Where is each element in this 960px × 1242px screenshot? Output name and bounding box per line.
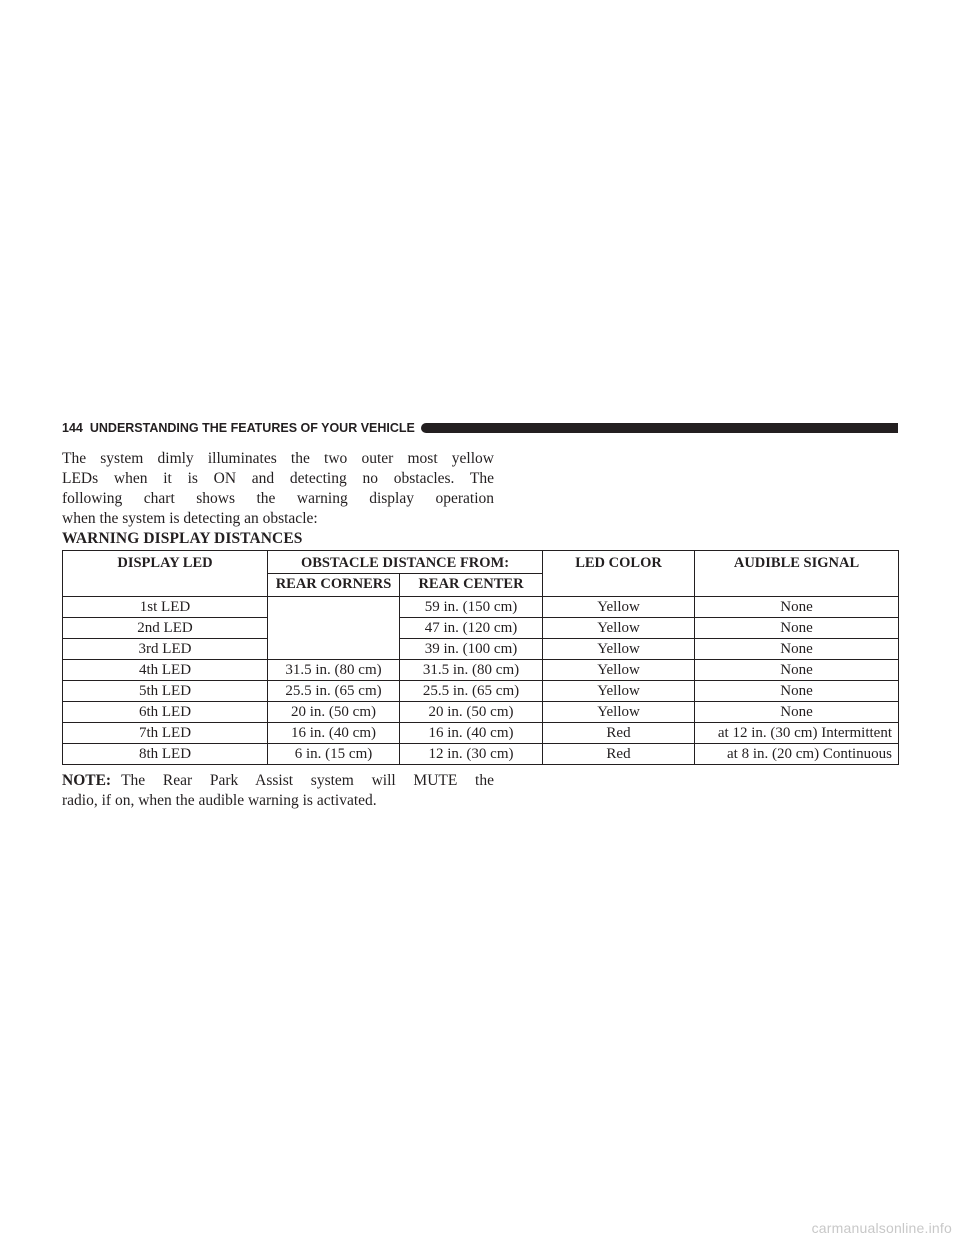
table-row bbox=[63, 681, 899, 702]
cell-led: 1st LED bbox=[63, 597, 268, 618]
cell-signal: None bbox=[695, 639, 899, 660]
cell-corners-empty bbox=[268, 597, 400, 660]
cell-signal: None bbox=[695, 597, 899, 618]
table-row bbox=[63, 639, 899, 660]
note-line bbox=[62, 771, 494, 791]
cell-led: 6th LED bbox=[63, 702, 268, 723]
table-row bbox=[63, 702, 899, 723]
table-header-row bbox=[63, 551, 899, 574]
cell-color: Red bbox=[543, 723, 695, 744]
intro-line: LEDs when it is ON and detecting no obstacles. The bbox=[62, 470, 494, 487]
note-paragraph bbox=[62, 771, 494, 811]
cell-center: 47 in. (120 cm) bbox=[400, 618, 543, 639]
cell-color: Red bbox=[543, 744, 695, 765]
cell-color: Yellow bbox=[543, 597, 695, 618]
header-audible-signal: AUDIBLE SIGNAL bbox=[695, 551, 899, 574]
cell-center: 25.5 in. (65 cm) bbox=[400, 681, 543, 702]
cell-signal: at 8 in. (20 cm) Continuous bbox=[695, 744, 899, 765]
header-rule bbox=[421, 423, 898, 433]
table-row bbox=[63, 660, 899, 681]
cell-center: 59 in. (150 cm) bbox=[400, 597, 543, 618]
watermark-link[interactable]: carmanualsonline.info bbox=[811, 1220, 952, 1236]
note-text: The Rear Park Assist system will MUTE the bbox=[121, 772, 494, 789]
cell-color: Yellow bbox=[543, 681, 695, 702]
intro-line: The system dimly illuminates the two outer most yellow bbox=[62, 450, 494, 467]
header-rear-center: REAR CENTER bbox=[400, 574, 543, 597]
cell-color: Yellow bbox=[543, 639, 695, 660]
cell-corners: 6 in. (15 cm) bbox=[268, 744, 400, 765]
intro-line: following chart shows the warning display operation bbox=[62, 490, 494, 507]
cell-led: 2nd LED bbox=[63, 618, 268, 639]
cell-signal: at 12 in. (30 cm) Intermittent bbox=[695, 723, 899, 744]
header-display-led: DISPLAY LED bbox=[63, 551, 268, 574]
header-rear-corners: REAR CORNERS bbox=[268, 574, 400, 597]
cell-center: 39 in. (100 cm) bbox=[400, 639, 543, 660]
cell-color: Yellow bbox=[543, 660, 695, 681]
header-blank bbox=[63, 574, 268, 597]
cell-signal: None bbox=[695, 618, 899, 639]
table-row bbox=[63, 597, 899, 618]
table-subheader-row bbox=[63, 574, 899, 597]
header-blank bbox=[543, 574, 695, 597]
cell-led: 3rd LED bbox=[63, 639, 268, 660]
cell-color: Yellow bbox=[543, 702, 695, 723]
cell-color: Yellow bbox=[543, 618, 695, 639]
table-row bbox=[63, 723, 899, 744]
cell-corners: 31.5 in. (80 cm) bbox=[268, 660, 400, 681]
page-number: 144 bbox=[62, 421, 83, 435]
cell-center: 16 in. (40 cm) bbox=[400, 723, 543, 744]
cell-led: 4th LED bbox=[63, 660, 268, 681]
cell-led: 7th LED bbox=[63, 723, 268, 744]
note-label: NOTE: bbox=[62, 772, 112, 789]
cell-signal: None bbox=[695, 702, 899, 723]
cell-center: 20 in. (50 cm) bbox=[400, 702, 543, 723]
table-row bbox=[63, 744, 899, 765]
page-header bbox=[62, 418, 898, 438]
cell-led: 8th LED bbox=[63, 744, 268, 765]
cell-center: 12 in. (30 cm) bbox=[400, 744, 543, 765]
warning-distance-table bbox=[62, 550, 899, 765]
header-blank bbox=[695, 574, 899, 597]
intro-paragraph bbox=[62, 449, 494, 529]
cell-led: 5th LED bbox=[63, 681, 268, 702]
intro-line: when the system is detecting an obstacle: bbox=[62, 510, 318, 527]
header-led-color: LED COLOR bbox=[543, 551, 695, 574]
cell-corners: 16 in. (40 cm) bbox=[268, 723, 400, 744]
note-line: radio, if on, when the audible warning is activated. bbox=[62, 792, 377, 809]
cell-center: 31.5 in. (80 cm) bbox=[400, 660, 543, 681]
cell-corners: 25.5 in. (65 cm) bbox=[268, 681, 400, 702]
section-title: UNDERSTANDING THE FEATURES OF YOUR VEHICLE bbox=[89, 421, 415, 435]
table-title: WARNING DISPLAY DISTANCES bbox=[62, 530, 303, 547]
table-row bbox=[63, 618, 899, 639]
cell-signal: None bbox=[695, 660, 899, 681]
cell-signal: None bbox=[695, 681, 899, 702]
header-obstacle-distance: OBSTACLE DISTANCE FROM: bbox=[268, 551, 543, 574]
cell-corners: 20 in. (50 cm) bbox=[268, 702, 400, 723]
